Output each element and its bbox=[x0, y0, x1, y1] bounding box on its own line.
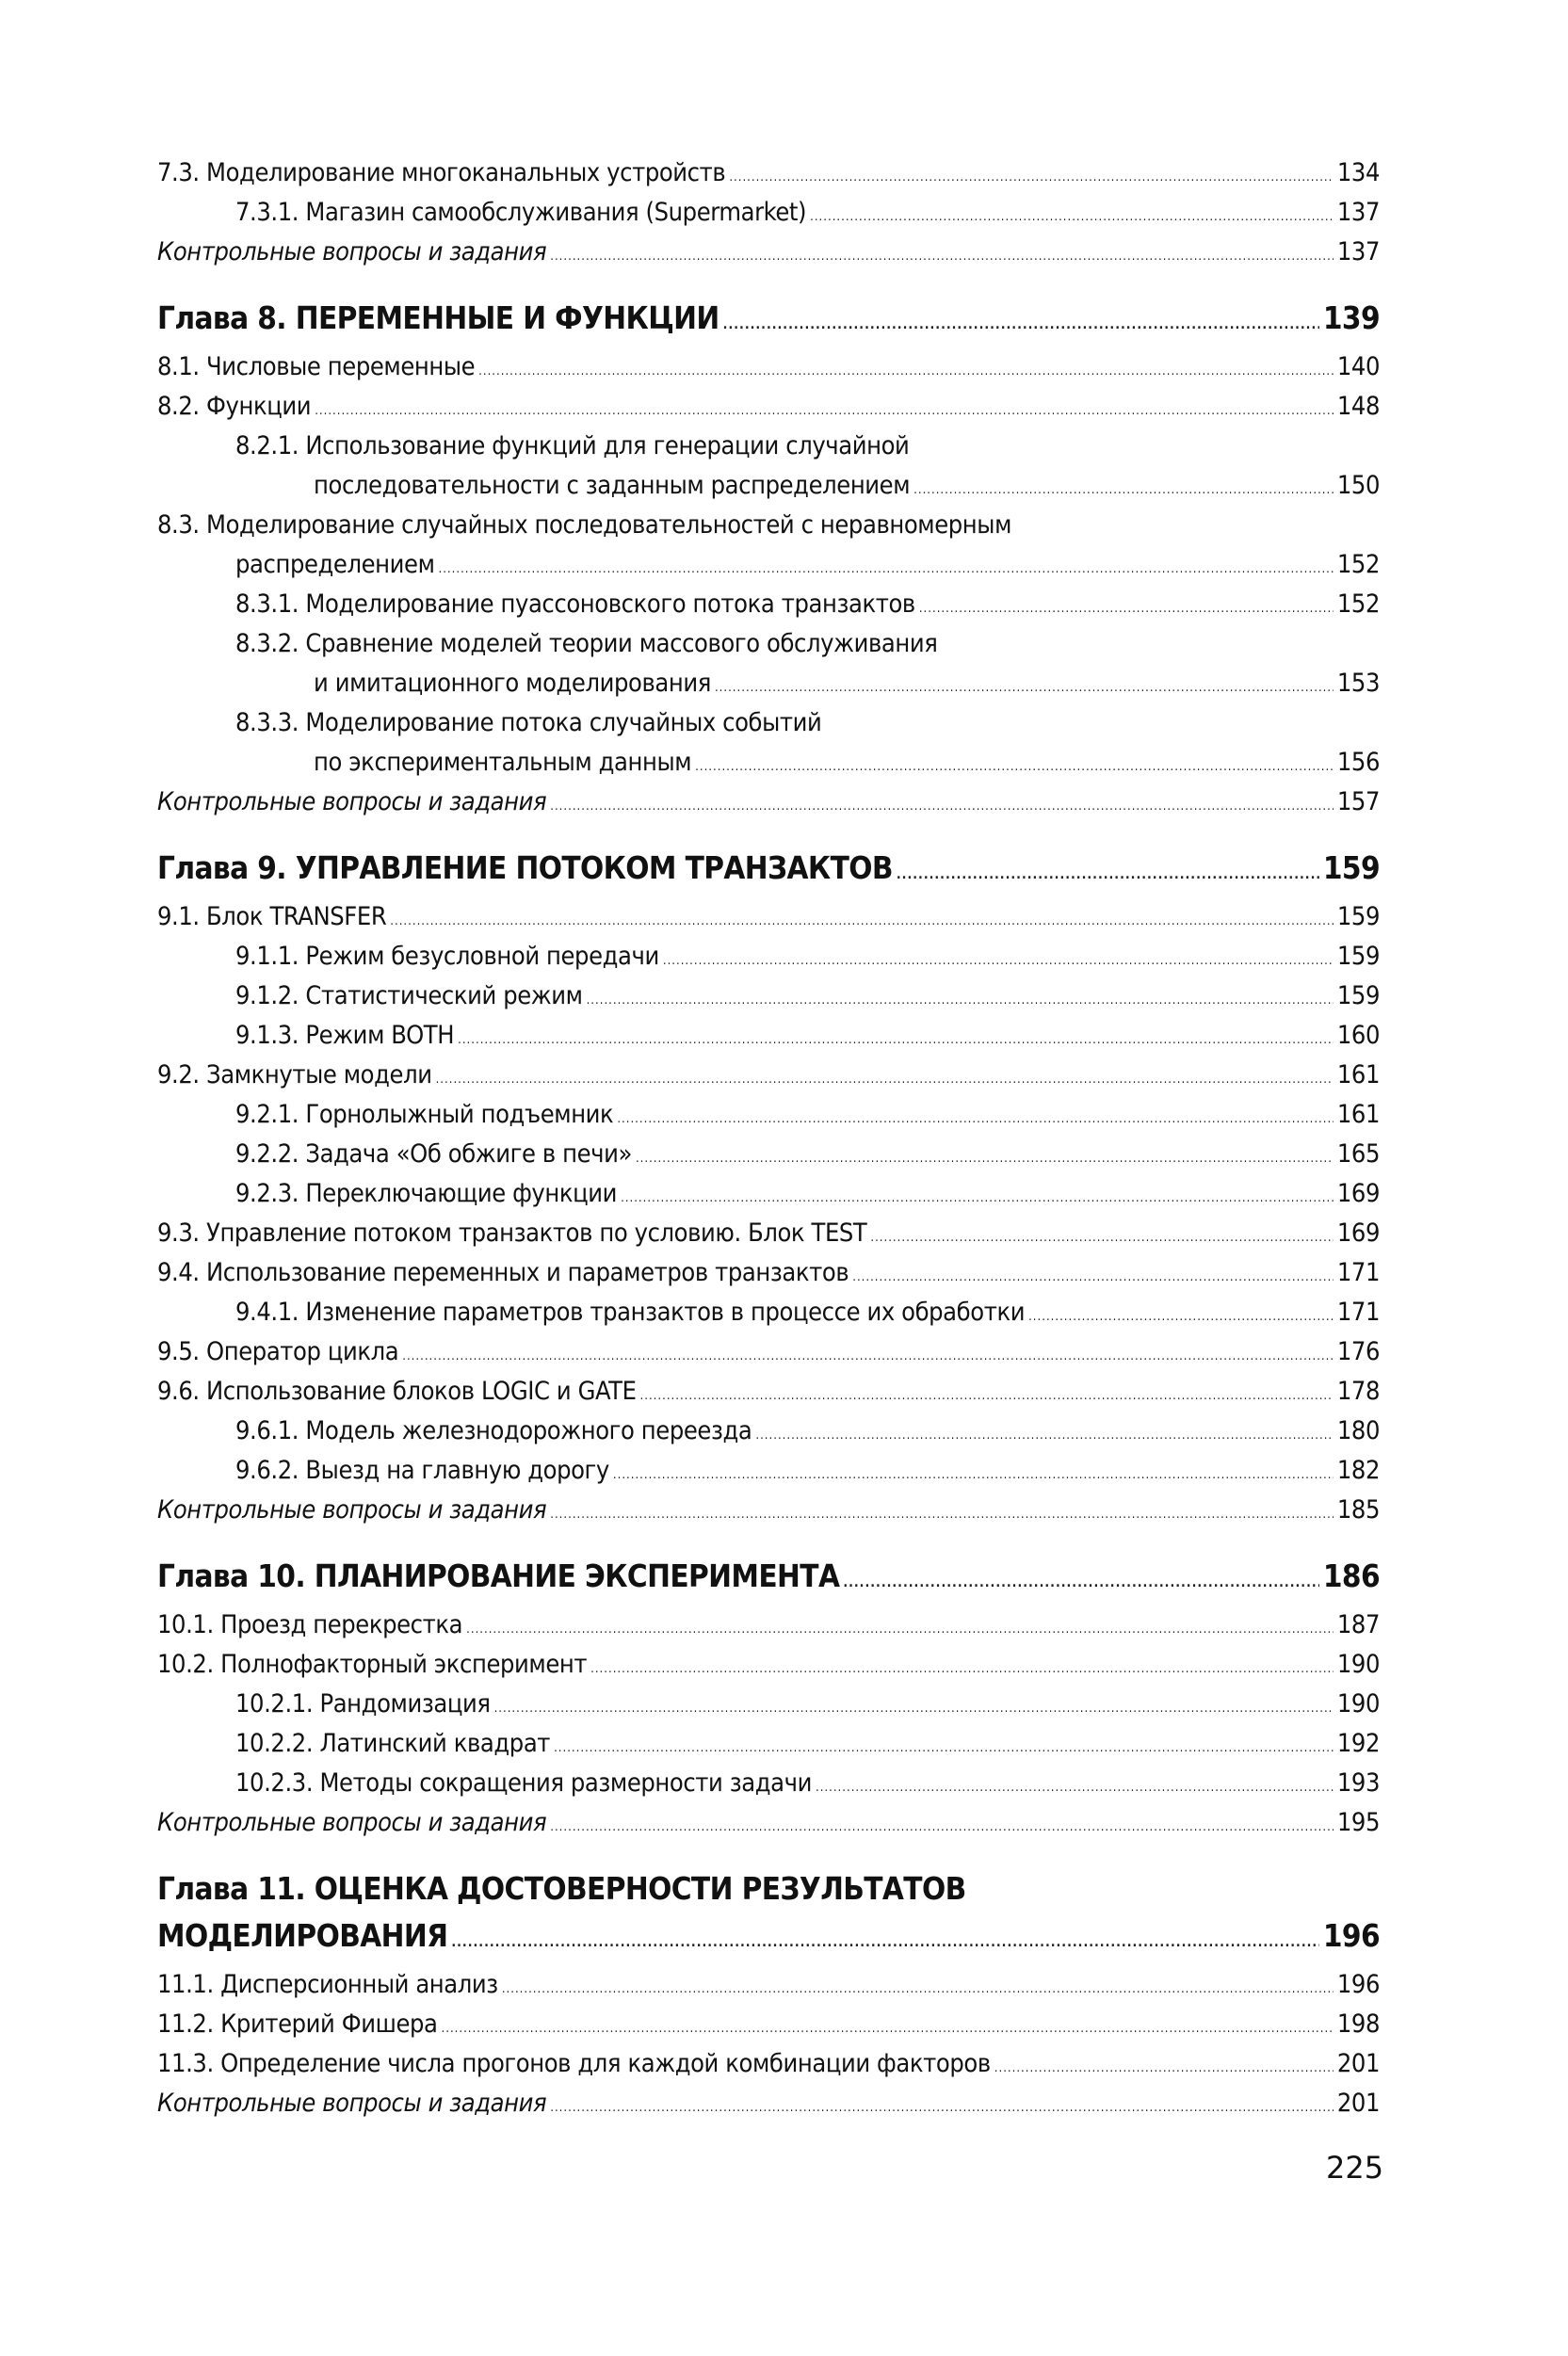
toc-entry-title: последовательности с заданным распределением bbox=[314, 471, 911, 500]
toc-entry bbox=[157, 1451, 1380, 1491]
toc-page-number: 161 bbox=[1336, 1100, 1380, 1129]
toc-page-number: 193 bbox=[1336, 1768, 1380, 1798]
dot-leader bbox=[919, 589, 1334, 629]
toc-page-number: 148 bbox=[1336, 392, 1380, 421]
dot-leader bbox=[897, 851, 1319, 898]
toc-page-number: 186 bbox=[1322, 1557, 1380, 1594]
toc-page-number: 201 bbox=[1336, 2089, 1380, 2118]
toc-entry bbox=[157, 1372, 1380, 1412]
toc-entry-title: 8.2. Функции bbox=[157, 392, 312, 421]
toc-page-number: 140 bbox=[1336, 352, 1380, 381]
toc-entry-title: Глава 9. УПРАВЛЕНИЕ ПОТОКОМ ТРАНЗАКТОВ bbox=[157, 849, 893, 886]
toc-entry-title: Глава 8. ПЕРЕМЕННЫЕ И ФУНКЦИИ bbox=[157, 299, 719, 336]
dot-leader bbox=[402, 1337, 1334, 1377]
toc-page-number: 185 bbox=[1336, 1495, 1380, 1525]
toc-entry bbox=[157, 506, 1380, 545]
toc-entry-title: распределением bbox=[235, 550, 435, 579]
toc-questions-entry bbox=[157, 2084, 1380, 2123]
dot-leader bbox=[451, 1919, 1318, 1966]
dot-leader bbox=[590, 1650, 1334, 1689]
toc-entry-title: 9.6. Использование блоков LOGIC и GATE bbox=[157, 1377, 637, 1406]
toc-entry bbox=[157, 585, 1380, 624]
toc-entry-title: 8.3. Моделирование случайных последовательностей с неравномерным bbox=[157, 510, 1011, 540]
toc-entry-title: 9.2.2. Задача «Об обжиге в печи» bbox=[235, 1139, 632, 1169]
dot-leader bbox=[550, 1495, 1334, 1535]
dot-leader bbox=[1028, 1298, 1334, 1337]
toc-entry-title: по экспериментальным данным bbox=[314, 748, 692, 777]
dot-leader bbox=[816, 1768, 1334, 1808]
toc-entry-title: 8.3.3. Моделирование потока случайных событий bbox=[235, 708, 822, 737]
dot-leader bbox=[640, 1377, 1334, 1416]
toc-entry-title: и имитационного моделирования bbox=[314, 669, 711, 698]
toc-page-number: 159 bbox=[1322, 849, 1380, 886]
toc-page-number: 137 bbox=[1336, 237, 1380, 266]
toc-entry bbox=[157, 664, 1380, 703]
toc-entry-title: Контрольные вопросы и задания bbox=[157, 787, 547, 816]
toc-page-number: 159 bbox=[1336, 981, 1380, 1010]
dot-leader bbox=[502, 1970, 1334, 2009]
toc-questions-entry bbox=[157, 783, 1380, 822]
toc-entry bbox=[157, 347, 1380, 387]
toc-entry bbox=[157, 193, 1380, 233]
toc-page-number: 156 bbox=[1336, 748, 1380, 777]
toc-entry-title: Глава 11. ОЦЕНКА ДОСТОВЕРНОСТИ РЕЗУЛЬТАТОВ bbox=[157, 1870, 966, 1907]
dot-leader bbox=[617, 1100, 1334, 1139]
toc-page-number: 182 bbox=[1336, 1456, 1380, 1485]
dot-leader bbox=[439, 550, 1334, 589]
toc-entry bbox=[157, 1724, 1380, 1764]
toc-page-number: 178 bbox=[1336, 1377, 1380, 1406]
toc-entry-title: 9.1.3. Режим BOTH bbox=[235, 1021, 455, 1050]
toc-entry bbox=[157, 1095, 1380, 1135]
toc-entry bbox=[157, 1685, 1380, 1724]
toc-entry bbox=[157, 545, 1380, 585]
toc-page-number: 137 bbox=[1336, 198, 1380, 227]
toc-entry bbox=[157, 703, 1380, 743]
dot-leader bbox=[621, 1179, 1334, 1218]
toc-questions-entry bbox=[157, 1491, 1380, 1530]
dot-leader bbox=[663, 942, 1334, 981]
toc-entry bbox=[157, 1332, 1380, 1372]
dot-leader bbox=[755, 1416, 1333, 1456]
toc-page-number: 139 bbox=[1322, 299, 1380, 336]
toc-page-number: 196 bbox=[1322, 1917, 1380, 1954]
dot-leader bbox=[466, 1610, 1334, 1650]
toc-entry bbox=[157, 1174, 1380, 1214]
toc-chapter-heading bbox=[157, 1912, 1380, 1960]
dot-leader bbox=[843, 1559, 1319, 1606]
toc-entry-title: 11.1. Дисперсионный анализ bbox=[157, 1970, 498, 1999]
toc-entry-title: Глава 10. ПЛАНИРОВАНИЕ ЭКСПЕРИМЕНТА bbox=[157, 1557, 840, 1594]
toc-entry-title: 9.4. Использование переменных и параметров транзактов bbox=[157, 1258, 849, 1287]
toc-entry bbox=[157, 427, 1380, 466]
toc-entry bbox=[157, 1764, 1380, 1803]
toc-entry-title: Контрольные вопросы и задания bbox=[157, 1495, 547, 1525]
toc-entry bbox=[157, 1056, 1380, 1095]
dot-leader bbox=[587, 981, 1334, 1021]
toc-entry-title: 8.3.2. Сравнение моделей теории массового обслуживания bbox=[235, 629, 938, 658]
table-of-contents bbox=[157, 153, 1380, 2123]
dot-leader bbox=[390, 902, 1334, 942]
toc-entry-title: Контрольные вопросы и задания bbox=[157, 237, 547, 266]
dot-leader bbox=[723, 301, 1319, 348]
toc-entry bbox=[157, 937, 1380, 976]
toc-page-number: 169 bbox=[1336, 1179, 1380, 1208]
toc-entry bbox=[157, 743, 1380, 783]
toc-entry-title: 9.3. Управление потоком транзактов по условию. Блок TEST bbox=[157, 1218, 867, 1248]
dot-leader bbox=[550, 1808, 1334, 1848]
toc-chapter-heading bbox=[157, 1865, 1380, 1912]
toc-page-number: 195 bbox=[1336, 1808, 1380, 1837]
toc-entry-title: 9.2.3. Переключающие функции bbox=[235, 1179, 618, 1208]
toc-entry bbox=[157, 1645, 1380, 1685]
toc-chapter-heading bbox=[157, 845, 1380, 892]
toc-entry bbox=[157, 2005, 1380, 2044]
dot-leader bbox=[913, 471, 1334, 510]
toc-entry bbox=[157, 1965, 1380, 2005]
toc-questions-entry bbox=[157, 1803, 1380, 1843]
toc-entry-title: 10.2.1. Рандомизация bbox=[235, 1689, 491, 1719]
dot-leader bbox=[810, 198, 1334, 237]
toc-entry bbox=[157, 2044, 1380, 2084]
toc-page-number: 159 bbox=[1336, 942, 1380, 971]
toc-entry-title: 10.1. Проезд перекрестка bbox=[157, 1610, 463, 1639]
toc-page-number: 150 bbox=[1336, 471, 1380, 500]
toc-entry-title: 10.2.3. Методы сокращения размерности задачи bbox=[235, 1768, 812, 1798]
toc-page-number: 180 bbox=[1336, 1416, 1380, 1445]
dot-leader bbox=[729, 158, 1334, 198]
dot-leader bbox=[636, 1139, 1334, 1179]
dot-leader bbox=[442, 2009, 1334, 2049]
dot-leader bbox=[436, 1060, 1334, 1100]
toc-entry bbox=[157, 897, 1380, 937]
toc-page-number: 161 bbox=[1336, 1060, 1380, 1089]
dot-leader bbox=[550, 787, 1334, 827]
toc-entry-title: 8.1. Числовые переменные bbox=[157, 352, 476, 381]
toc-entry-title: 8.3.1. Моделирование пуассоновского потока транзактов bbox=[235, 589, 915, 619]
toc-page-number: 152 bbox=[1336, 589, 1380, 619]
toc-entry bbox=[157, 153, 1380, 193]
toc-page-number: 152 bbox=[1336, 550, 1380, 579]
toc-entry-title: 9.2. Замкнутые модели bbox=[157, 1060, 432, 1089]
toc-entry-title: 8.2.1. Использование функций для генерации случайной bbox=[235, 431, 910, 460]
toc-entry-title: 9.6.2. Выезд на главную дорогу bbox=[235, 1456, 609, 1485]
toc-page-number: 134 bbox=[1336, 158, 1380, 187]
dot-leader bbox=[613, 1456, 1334, 1495]
toc-page-number: 187 bbox=[1336, 1610, 1380, 1639]
dot-leader bbox=[994, 2049, 1334, 2089]
toc-entry-title: 10.2.2. Латинский квадрат bbox=[235, 1729, 551, 1758]
toc-page-number: 192 bbox=[1336, 1729, 1380, 1758]
toc-page-number: 190 bbox=[1336, 1650, 1380, 1679]
toc-page-number: 171 bbox=[1336, 1258, 1380, 1287]
toc-entry bbox=[157, 1293, 1380, 1332]
toc-entry-title: 7.3.1. Магазин самообслуживания (Supermarket) bbox=[235, 198, 807, 227]
toc-entry-title: 10.2. Полнофакторный эксперимент bbox=[157, 1650, 588, 1679]
toc-entry bbox=[157, 1412, 1380, 1451]
toc-page-number: 171 bbox=[1336, 1298, 1380, 1327]
toc-entry-title: 11.2. Критерий Фишера bbox=[157, 2009, 438, 2039]
dot-leader bbox=[695, 748, 1334, 787]
toc-page-number: 176 bbox=[1336, 1337, 1380, 1366]
toc-page-number: 196 bbox=[1336, 1970, 1380, 1999]
toc-entry bbox=[157, 1016, 1380, 1056]
dot-leader bbox=[458, 1021, 1334, 1060]
toc-page-number: 160 bbox=[1336, 1021, 1380, 1050]
toc-chapter-heading bbox=[157, 295, 1380, 342]
toc-entry-title: 9.1.2. Статистический режим bbox=[235, 981, 583, 1010]
toc-chapter-heading bbox=[157, 1553, 1380, 1600]
toc-page-number: 169 bbox=[1336, 1218, 1380, 1248]
toc-entry bbox=[157, 1135, 1380, 1174]
dot-leader bbox=[715, 669, 1334, 708]
toc-entry-title: 9.1. Блок TRANSFER bbox=[157, 902, 387, 931]
toc-entry bbox=[157, 976, 1380, 1016]
dot-leader bbox=[554, 1729, 1334, 1768]
toc-entry-title: Контрольные вопросы и задания bbox=[157, 1808, 547, 1837]
toc-entry-title: 9.6.1. Модель железнодорожного переезда bbox=[235, 1416, 752, 1445]
dot-leader bbox=[315, 392, 1334, 431]
toc-entry-title: 9.2.1. Горнолыжный подъемник bbox=[235, 1100, 614, 1129]
toc-entry-title: 7.3. Моделирование многоканальных устройств bbox=[157, 158, 726, 187]
toc-page-number: 190 bbox=[1336, 1689, 1380, 1719]
toc-entry bbox=[157, 624, 1380, 664]
toc-page-number: 159 bbox=[1336, 902, 1380, 931]
dot-leader bbox=[550, 2089, 1334, 2128]
toc-entry bbox=[157, 1253, 1380, 1293]
toc-entry bbox=[157, 1214, 1380, 1253]
toc-entry bbox=[157, 387, 1380, 427]
toc-entry-title: Контрольные вопросы и задания bbox=[157, 2089, 547, 2118]
toc-entry-title: МОДЕЛИРОВАНИЯ bbox=[157, 1917, 448, 1954]
toc-entry-title: 11.3. Определение числа прогонов для каждой комбинации факторов bbox=[157, 2049, 991, 2078]
dot-leader bbox=[550, 237, 1334, 277]
dot-leader bbox=[494, 1689, 1334, 1729]
toc-page-number: 157 bbox=[1336, 787, 1380, 816]
dot-leader bbox=[852, 1258, 1334, 1298]
toc-entry-title: 9.4.1. Изменение параметров транзактов в процессе их обработки bbox=[235, 1298, 1026, 1327]
toc-page-number: 198 bbox=[1336, 2009, 1380, 2039]
dot-leader bbox=[870, 1218, 1333, 1258]
toc-entry-title: 9.5. Оператор цикла bbox=[157, 1337, 399, 1366]
page-number: 225 bbox=[1326, 2150, 1384, 2186]
toc-entry-title: 9.1.1. Режим безусловной передачи bbox=[235, 942, 659, 971]
dot-leader bbox=[478, 352, 1334, 392]
toc-page-number: 201 bbox=[1336, 2049, 1380, 2078]
toc-entry bbox=[157, 466, 1380, 506]
toc-entry bbox=[157, 1606, 1380, 1645]
toc-page-number: 153 bbox=[1336, 669, 1380, 698]
toc-page-number: 165 bbox=[1336, 1139, 1380, 1169]
toc-questions-entry bbox=[157, 233, 1380, 272]
